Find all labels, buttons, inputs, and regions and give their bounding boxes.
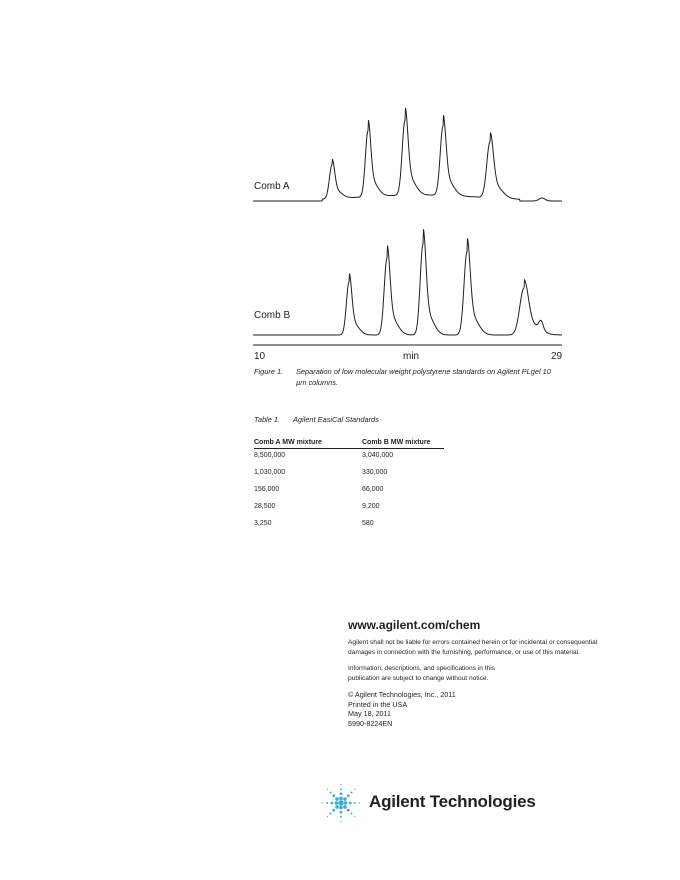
figure-caption-number: Figure 1. bbox=[254, 367, 284, 376]
table-cell-comb-b: 9,200 bbox=[362, 503, 380, 510]
pub-number-text: 5990-8224EN bbox=[348, 718, 393, 728]
table-caption-text: Agilent EasiCal Standards bbox=[293, 415, 379, 424]
table-cell-comb-a: 156,000 bbox=[254, 486, 280, 493]
table-cell-comb-a: 8,500,000 bbox=[254, 452, 286, 459]
printed-text: Printed in the USA bbox=[348, 699, 408, 709]
table-row bbox=[254, 517, 444, 534]
table-cell-comb-b: 580 bbox=[362, 520, 374, 527]
table-caption bbox=[254, 414, 564, 426]
axis-end-label: 29 bbox=[551, 351, 563, 362]
chromatogram-trace-comb-a bbox=[253, 108, 562, 201]
table-row bbox=[254, 483, 444, 500]
table-cell-comb-a: 28,500 bbox=[254, 503, 276, 510]
table-cell-comb-b: 66,000 bbox=[362, 486, 384, 493]
notice-text: Information, descriptions, and specifications in this publication are subject to change without notice. bbox=[348, 665, 495, 682]
disclaimer-text: Agilent shall not be liable for errors contained herein or for incidental or consequential damages in connection with the furnishing, performance, or use of this material. bbox=[348, 639, 598, 656]
table-header-comb-a: Comb A MW mixture bbox=[254, 437, 362, 449]
website-link[interactable]: www.agilent.com/chem bbox=[348, 618, 481, 632]
date-text: May 18, 2011 bbox=[348, 709, 392, 718]
figure-caption-text: Separation of low molecular weight polystyrene standards on Agilent PLgel 10 µm columns. bbox=[296, 367, 551, 387]
table-header-comb-b: Comb B MW mixture bbox=[362, 437, 444, 449]
figure-caption bbox=[254, 366, 564, 390]
agilent-spark-icon bbox=[320, 782, 362, 824]
table-header-row bbox=[254, 437, 444, 449]
table-row bbox=[254, 449, 444, 467]
table-cell-comb-b: 330,000 bbox=[362, 469, 388, 476]
table-caption-number: Table 1. bbox=[254, 415, 281, 424]
axis-start-label: 10 bbox=[254, 351, 266, 362]
chromatogram-trace-comb-b bbox=[253, 229, 562, 335]
standards-table bbox=[254, 437, 444, 534]
chromatogram-figure bbox=[0, 0, 680, 360]
trace-label-comb-a: Comb A bbox=[254, 181, 290, 192]
table-cell-comb-a: 1,030,000 bbox=[254, 469, 286, 476]
table-cell-comb-b: 3,040,000 bbox=[362, 452, 394, 459]
table-row bbox=[254, 466, 444, 483]
trace-label-comb-b: Comb B bbox=[254, 310, 291, 321]
table-row bbox=[254, 500, 444, 517]
table-cell-comb-a: 3,250 bbox=[254, 520, 272, 527]
brand-name: Agilent Technologies bbox=[369, 792, 536, 811]
copyright-text: © Agilent Technologies, Inc., 2011 bbox=[348, 690, 456, 699]
axis-unit-label: min bbox=[403, 351, 420, 362]
